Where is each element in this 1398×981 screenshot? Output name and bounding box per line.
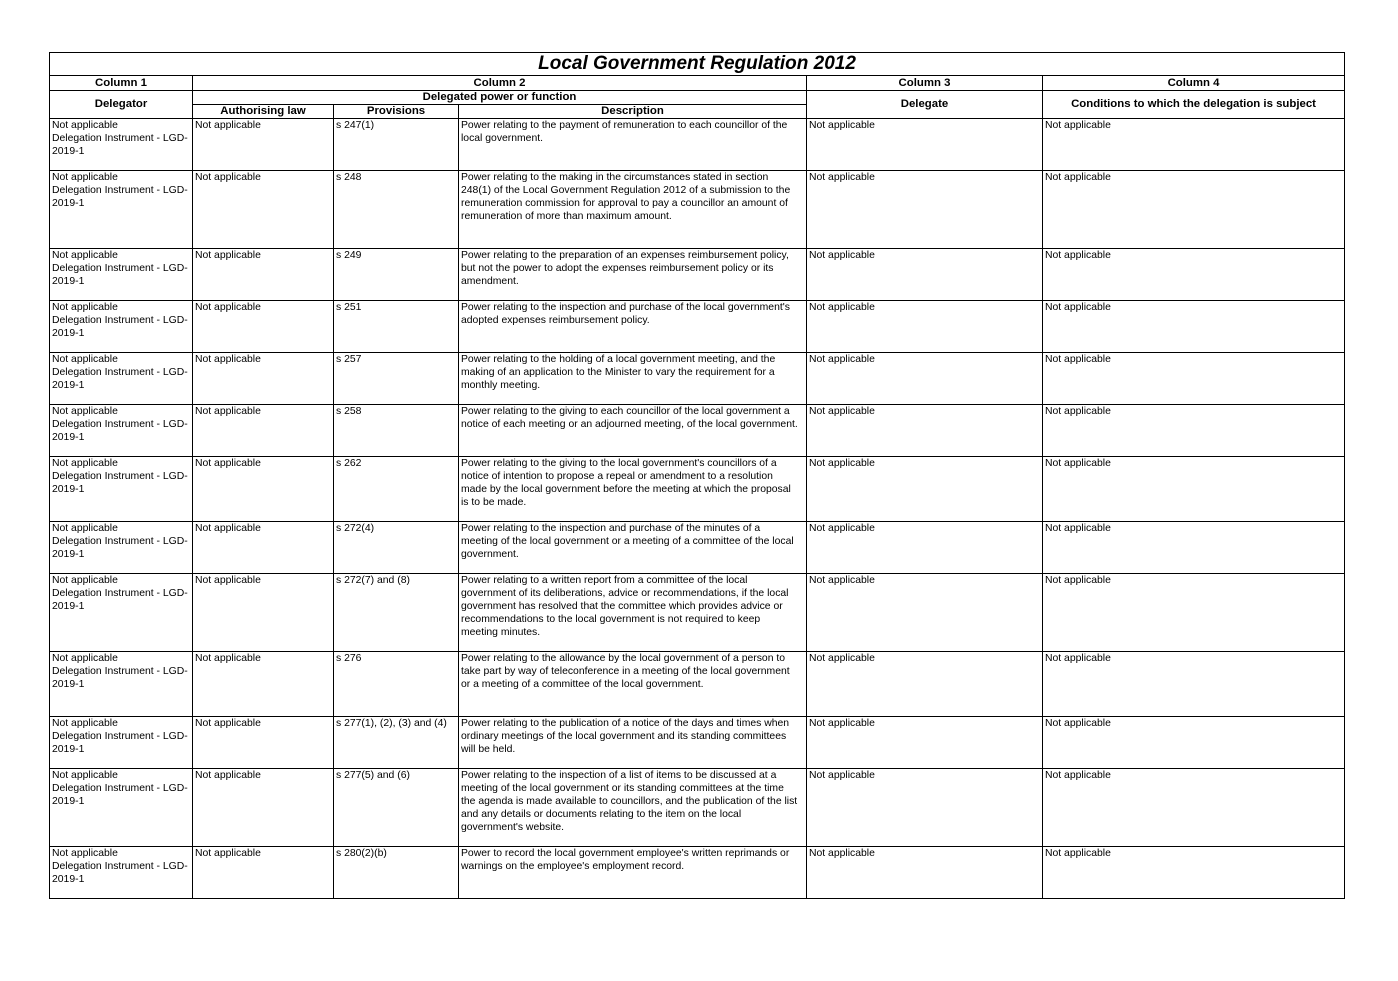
delegator-cell: Not applicable Delegation Instrument - LGD- 2019-1 [50,249,193,301]
delegate-cell: Not applicable [807,717,1043,769]
delegate-cell: Not applicable [807,847,1043,899]
description-cell: Power relating to the allowance by the local government of a person to take part by way of teleconference in a meeting of the local government or a meeting of a committee of the local government. [459,652,807,717]
provisions-cell: s 249 [334,249,459,301]
authorising-law-cell: Not applicable [193,301,334,353]
provisions-cell: s 280(2)(b) [334,847,459,899]
provisions-cell: s 272(7) and (8) [334,574,459,652]
column1-header: Column 1 [50,76,193,91]
delegate-cell: Not applicable [807,119,1043,171]
description-cell: Power relating to the inspection of a list of items to be discussed at a meeting of the local government or its standing committees at the time the agenda is made available to councillors, and the publication of the list and any details or documents relating to the item on the local government's website. [459,769,807,847]
delegate-cell: Not applicable [807,652,1043,717]
authorising-law-cell: Not applicable [193,457,334,522]
description-cell: Power relating to the making in the circumstances stated in section 248(1) of the Local Government Regulation 2012 of a submission to the remuneration commission for approval to pay a councillor an amount of remuneration of more than maximum amount. [459,171,807,249]
authorising-law-cell: Not applicable [193,717,334,769]
provisions-cell: s 276 [334,652,459,717]
provisions-cell: s 257 [334,353,459,405]
provisions-cell: s 262 [334,457,459,522]
description-cell: Power relating to the publication of a notice of the days and times when ordinary meetings of the local government and its standing committees will be held. [459,717,807,769]
table-row [50,457,1345,522]
conditions-cell: Not applicable [1043,119,1345,171]
delegate-cell: Not applicable [807,353,1043,405]
provisions-cell: s 248 [334,171,459,249]
delegator-cell: Not applicable Delegation Instrument - LGD- 2019-1 [50,847,193,899]
column3-header: Column 3 [807,76,1043,91]
authorising-law-cell: Not applicable [193,353,334,405]
provisions-cell: s 277(5) and (6) [334,769,459,847]
table-row [50,574,1345,652]
table-row [50,171,1345,249]
delegate-cell: Not applicable [807,171,1043,249]
conditions-cell: Not applicable [1043,652,1345,717]
table-row [50,652,1345,717]
table-row [50,249,1345,301]
authorising-law-cell: Not applicable [193,522,334,574]
description-cell: Power relating to a written report from a committee of the local government of its deliberations, advice or recommendations, if the local government has resolved that the committee which provides advice or recommendations to the local government is not required to keep meeting minutes. [459,574,807,652]
description-cell: Power relating to the giving to each councillor of the local government a notice of each meeting or an adjourned meeting, of the local government. [459,405,807,457]
delegate-cell: Not applicable [807,769,1043,847]
description-cell: Power to record the local government employee's written reprimands or warnings on the employee's employment record. [459,847,807,899]
column2-header: Column 2 [193,76,807,91]
delegator-cell: Not applicable Delegation Instrument - LGD- 2019-1 [50,171,193,249]
delegated-power-header: Delegated power or function [193,91,807,105]
conditions-cell: Not applicable [1043,717,1345,769]
table-title: Local Government Regulation 2012 [50,53,1345,76]
table-row [50,847,1345,899]
delegate-cell: Not applicable [807,457,1043,522]
provisions-cell: s 247(1) [334,119,459,171]
description-cell: Power relating to the payment of remuneration to each councillor of the local government. [459,119,807,171]
conditions-cell: Not applicable [1043,249,1345,301]
conditions-cell: Not applicable [1043,574,1345,652]
delegate-cell: Not applicable [807,522,1043,574]
table-row [50,353,1345,405]
authorising-law-cell: Not applicable [193,405,334,457]
delegator-cell: Not applicable Delegation Instrument - LGD- 2019-1 [50,301,193,353]
delegator-cell: Not applicable Delegation Instrument - LGD- 2019-1 [50,353,193,405]
provisions-cell: s 272(4) [334,522,459,574]
delegate-cell: Not applicable [807,574,1043,652]
delegator-cell: Not applicable Delegation Instrument - LGD- 2019-1 [50,574,193,652]
delegate-cell: Not applicable [807,405,1043,457]
conditions-header: Conditions to which the delegation is subject [1043,91,1345,119]
authorising-law-header: Authorising law [193,105,334,119]
delegate-cell: Not applicable [807,301,1043,353]
provisions-cell: s 277(1), (2), (3) and (4) [334,717,459,769]
delegation-table [49,52,1345,899]
conditions-cell: Not applicable [1043,301,1345,353]
authorising-law-cell: Not applicable [193,119,334,171]
table-row [50,717,1345,769]
authorising-law-cell: Not applicable [193,574,334,652]
authorising-law-cell: Not applicable [193,769,334,847]
delegate-cell: Not applicable [807,249,1043,301]
delegator-cell: Not applicable Delegation Instrument - LGD- 2019-1 [50,405,193,457]
authorising-law-cell: Not applicable [193,249,334,301]
column4-header: Column 4 [1043,76,1345,91]
table-row [50,119,1345,171]
table-row [50,301,1345,353]
conditions-cell: Not applicable [1043,847,1345,899]
delegator-cell: Not applicable Delegation Instrument - LGD- 2019-1 [50,652,193,717]
description-header: Description [459,105,807,119]
delegator-cell: Not applicable Delegation Instrument - LGD- 2019-1 [50,119,193,171]
conditions-cell: Not applicable [1043,522,1345,574]
conditions-cell: Not applicable [1043,769,1345,847]
provisions-cell: s 251 [334,301,459,353]
conditions-cell: Not applicable [1043,353,1345,405]
description-cell: Power relating to the holding of a local government meeting, and the making of an application to the Minister to vary the requirement for a monthly meeting. [459,353,807,405]
delegator-cell: Not applicable Delegation Instrument - LGD- 2019-1 [50,769,193,847]
provisions-header: Provisions [334,105,459,119]
delegator-header: Delegator [50,91,193,119]
delegator-cell: Not applicable Delegation Instrument - LGD- 2019-1 [50,457,193,522]
authorising-law-cell: Not applicable [193,847,334,899]
table-row [50,522,1345,574]
delegator-cell: Not applicable Delegation Instrument - LGD- 2019-1 [50,717,193,769]
conditions-cell: Not applicable [1043,405,1345,457]
description-cell: Power relating to the preparation of an expenses reimbursement policy, but not the power to adopt the expenses reimbursement policy or its amendment. [459,249,807,301]
table-row [50,405,1345,457]
provisions-cell: s 258 [334,405,459,457]
table-row [50,769,1345,847]
conditions-cell: Not applicable [1043,457,1345,522]
authorising-law-cell: Not applicable [193,171,334,249]
delegator-cell: Not applicable Delegation Instrument - LGD- 2019-1 [50,522,193,574]
description-cell: Power relating to the giving to the local government's councillors of a notice of intention to propose a repeal or amendment to a resolution made by the local government before the meeting at which the proposal is to be made. [459,457,807,522]
conditions-cell: Not applicable [1043,171,1345,249]
delegate-header: Delegate [807,91,1043,119]
authorising-law-cell: Not applicable [193,652,334,717]
description-cell: Power relating to the inspection and purchase of the minutes of a meeting of the local government or a meeting of a committee of the local government. [459,522,807,574]
description-cell: Power relating to the inspection and purchase of the local government's adopted expenses reimbursement policy. [459,301,807,353]
